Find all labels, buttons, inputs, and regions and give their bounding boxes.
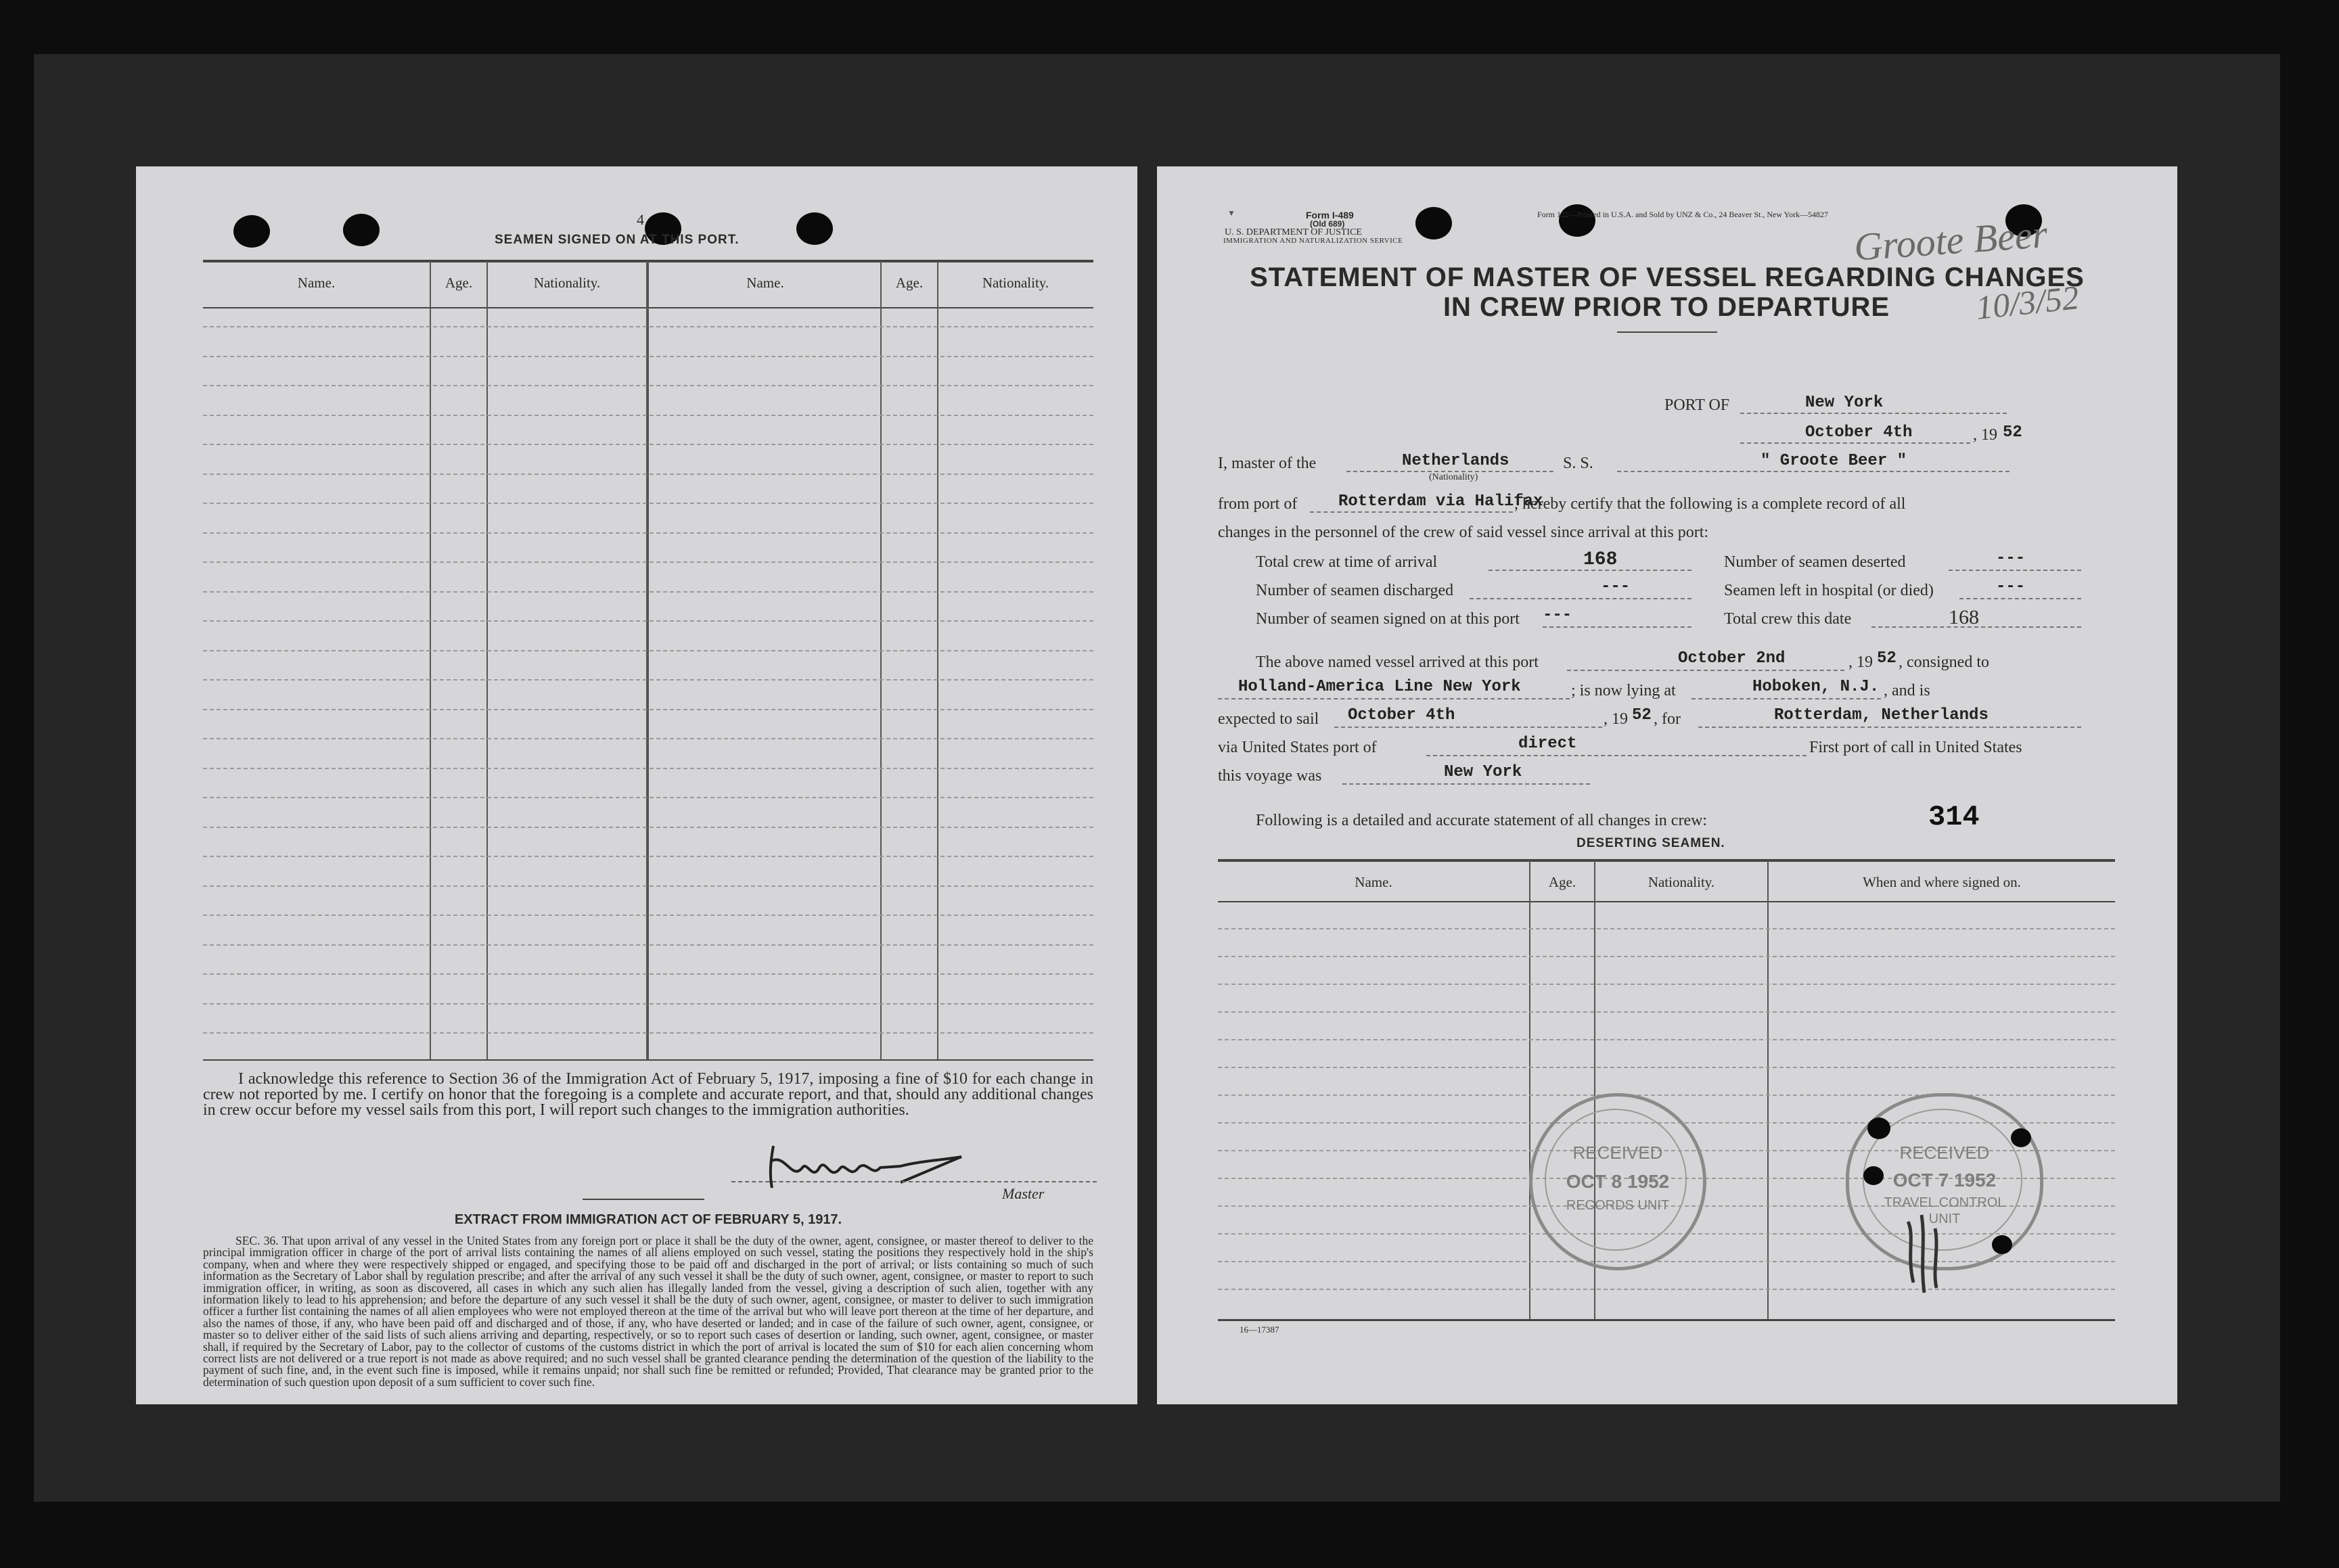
column-divider xyxy=(880,261,882,1059)
column-header: Age. xyxy=(445,275,473,291)
signed-on-label: Number of seamen signed on at this port xyxy=(1256,610,1520,628)
sail-date: October 4th xyxy=(1348,706,1455,724)
extract-title: EXTRACT FROM IMMIGRATION ACT OF FEBRUARY 5, 1917. xyxy=(454,1212,842,1227)
blank-row-rule xyxy=(203,385,1093,386)
signed-on-value: --- xyxy=(1543,606,1572,624)
sail-year: 52 xyxy=(1632,706,1652,724)
voyage-text: this voyage was xyxy=(1218,767,1322,785)
form-title-line1: STATEMENT OF MASTER OF VESSEL REGARDING CHANGES xyxy=(1250,262,2085,292)
blank-row-rule xyxy=(1218,984,2115,985)
table-bottom-rule xyxy=(203,1059,1093,1061)
year-prefix: , 19 xyxy=(1973,426,1997,444)
port-label: PORT OF xyxy=(1664,396,1730,414)
footer-code: 16—17387 xyxy=(1240,1324,1279,1335)
right-page: ▼ Form I-489 (Old 689) U. S. DEPARTMENT OF JUSTICE IMMIGRATION AND NATURALIZATION SERVICE Form 122—Printed in U.S.A. and Sold by UNZ & Co., 24 Beaver St., New York—54827 Groote Beer 10/3/52 STATEMENT OF MASTER OF VESSEL REGARDING CHANGES IN CREW PRIOR TO DEPARTURE PORT OF New York October 4th , 19 52 I, master of the Netherlands (Nationality) S. S. " Groote Beer " from port of Rotterdam via Halifax , hereby certify that the following is a complete record of all changes in the personnel of the crew of said vessel since arrival at this port: Total crew at time of arrival 168 Number of seamen deserted --- Number of seamen discharged --- Seamen left in hospital (or died) --- Number of seamen signed on at this port --- Total crew this date 168 The above named vessel arrived at this port October 2nd , 19 52 , consigned to Holland-America Line New York ; is now lying at Hoboken, N.J. , and is expected to sail October 4th , 19 52 , for Rotterdam, Netherlands via United States port of direct First port of call in United States this voyage was New York Following is a detailed and accurate statement of all changes in crew: 314 DESERTING SEAMEN. Name. Age. Nationality. When and where signed on. RECEIVED OCT 8 1952 RECORDS UNIT RECEIVED OCT 7 1952 TRAVEL CONTROL UNIT 16—17387 xyxy=(1157,166,2177,1404)
total-arrival-value: 168 xyxy=(1583,549,1618,570)
punch-hole xyxy=(233,215,270,248)
nationality-caption: (Nationality) xyxy=(1429,472,1478,482)
blank-row-rule xyxy=(203,356,1093,357)
first-port-text: First port of call in United States xyxy=(1809,739,2022,756)
blank-row-rule xyxy=(1218,1039,2115,1040)
blank-row-rule xyxy=(203,561,1093,563)
nationality-value: Netherlands xyxy=(1402,452,1509,470)
lying-value: Hoboken, N.J. xyxy=(1752,678,1880,696)
via-text: via United States port of xyxy=(1218,739,1377,756)
printer-line: Form 122—Printed in U.S.A. and Sold by UNZ & Co., 24 Beaver St., New York—54827 xyxy=(1537,210,1829,219)
date-value: October 4th xyxy=(1805,423,1913,442)
travel-control-stamp: RECEIVED OCT 7 1952 TRAVEL CONTROL UNIT xyxy=(1846,1093,2043,1270)
ship-name: " Groote Beer " xyxy=(1761,452,1907,470)
blank-row-rule xyxy=(203,474,1093,475)
form-title-line2: IN CREW PRIOR TO DEPARTURE xyxy=(1443,292,1890,322)
hospital-value: --- xyxy=(1996,578,2026,596)
column-header: Nationality. xyxy=(533,275,601,291)
column-divider xyxy=(646,261,649,1059)
column-header: Name. xyxy=(746,275,784,291)
total-date-value: 168 xyxy=(1949,606,1979,628)
punch-hole xyxy=(1992,1235,2012,1254)
deserted-value: --- xyxy=(1996,549,2026,568)
blank-row-rule xyxy=(203,444,1093,445)
blank-row-rule xyxy=(203,326,1093,327)
blank-row-rule xyxy=(1218,1011,2115,1013)
blank-row-rule xyxy=(203,768,1093,769)
handwritten-date: 10/3/52 xyxy=(1974,278,2081,327)
arrived-year: 52 xyxy=(1877,649,1897,668)
lying-text: ; is now lying at xyxy=(1571,682,1676,699)
destination-value: Rotterdam, Netherlands xyxy=(1774,706,1989,724)
form-old-number: (Old 689) xyxy=(1310,219,1345,229)
blank-row-rule xyxy=(1218,1094,2115,1096)
expected-text: expected to sail xyxy=(1218,710,1319,728)
total-arrival-label: Total crew at time of arrival xyxy=(1256,553,1438,571)
blank-row-rule xyxy=(1218,928,2115,929)
deserting-title: DESERTING SEAMEN. xyxy=(1576,836,1725,850)
changes-text: changes in the personnel of the crew of said vessel since arrival at this port: xyxy=(1218,524,1709,541)
arrived-date: October 2nd xyxy=(1678,649,1786,668)
column-header: When and where signed on. xyxy=(1863,874,2021,890)
blank-row-rule xyxy=(1218,1289,2115,1290)
year-value: 52 xyxy=(2003,423,2022,442)
blank-row-rule xyxy=(203,503,1093,504)
extract-divider xyxy=(583,1199,704,1200)
column-header: Age. xyxy=(895,275,924,291)
section-title: SEAMEN SIGNED ON AT THIS PORT. xyxy=(495,233,740,247)
punch-hole xyxy=(796,212,833,245)
hospital-label: Seamen left in hospital (or died) xyxy=(1724,582,1934,599)
ss-label: S. S. xyxy=(1563,455,1593,472)
form-number: Form I-489 xyxy=(1306,210,1354,221)
deserted-label: Number of seamen deserted xyxy=(1724,553,1906,571)
blank-row-rule xyxy=(203,797,1093,798)
via-value: direct xyxy=(1518,735,1577,753)
acknowledgement-text: I acknowledge this reference to Section 36 of the Immigration Act of February 5, 1917, imposing a fine of $10 for each change in crew not reported by me. I certify on honor that the foregoing is a complete and accurate report, and that, should any additional changes in crew occur before my vessel sails from this port, I will report such changes to the immigration authorities. xyxy=(203,1070,1093,1119)
blank-row-rule xyxy=(203,620,1093,622)
master-label: Master xyxy=(1002,1185,1045,1202)
punch-hole xyxy=(1863,1166,1884,1185)
column-header: Age. xyxy=(1548,874,1576,890)
stamped-number: 314 xyxy=(1928,801,1980,833)
from-label: from port of xyxy=(1218,495,1298,513)
left-page xyxy=(136,166,1137,1404)
punch-hole xyxy=(1867,1117,1890,1139)
total-date-label: Total crew this date xyxy=(1724,610,1852,628)
blank-row-rule xyxy=(1218,1067,2115,1068)
blank-row-rule xyxy=(203,973,1093,975)
column-header: Name. xyxy=(1355,874,1392,890)
voyage-value: New York xyxy=(1444,763,1522,781)
discharged-label: Number of seamen discharged xyxy=(1256,582,1454,599)
signature-line xyxy=(731,1181,1097,1182)
punch-hole xyxy=(1415,207,1452,239)
title-rule xyxy=(1617,331,1717,333)
punch-hole xyxy=(2011,1128,2031,1147)
blank-row-rule xyxy=(203,856,1093,857)
from-port-value: Rotterdam via Halifax xyxy=(1338,492,1543,511)
blank-row-rule xyxy=(203,944,1093,946)
column-header: Name. xyxy=(297,275,336,291)
column-header: Nationality. xyxy=(1648,874,1715,890)
following-text: Following is a detailed and accurate statement of all changes in crew: xyxy=(1256,812,1708,829)
master-signature xyxy=(765,1140,968,1195)
handwritten-ship-name: Groote Beer xyxy=(1853,212,2049,269)
blank-row-rule xyxy=(203,709,1093,710)
blank-row-rule xyxy=(203,679,1093,681)
column-divider xyxy=(937,261,938,1059)
for-text: , for xyxy=(1654,710,1681,728)
blank-row-rule xyxy=(203,885,1093,887)
blank-row-rule xyxy=(203,415,1093,416)
and-is-text: , and is xyxy=(1884,682,1930,699)
master-prefix: I, master of the xyxy=(1218,455,1317,472)
blank-row-rule xyxy=(203,827,1093,828)
consigned-text: , consigned to xyxy=(1899,653,1989,671)
department: U. S. DEPARTMENT OF JUSTICE xyxy=(1225,227,1362,237)
blank-row-rule xyxy=(203,1003,1093,1005)
blank-row-rule xyxy=(203,915,1093,916)
punch-hole xyxy=(343,214,380,246)
extract-text: SEC. 36. That upon arrival of any vessel in the United States from any foreign port or place it shall be the duty of the owner, agent, consignee, or master thereof to deliver to the principal immigration officer in charge of the port of arrival lists containing the names of all aliens employed on such vessel, stating the positions they respectively hold in the ship's company, when and where they were respectively shipped or engaged, and specifying those to be paid off and discharged in the port of arrival; or lists containing so much of such information as the Secretary of Labor shall by regulation prescribe; and after the arrival of any such vessel it shall be the duty of such owner, agent, consignee, or master to report to such immigration officer, in writing, as soon as discovered, all cases in which any such alien has illegally landed from the vessel, giving a description of such alien, together with any information likely to lead to his apprehension; and before the departure of any such vessel it shall be the duty of such owner, agent, consignee, or master to deliver to such immigration officer a further list containing the names of all alien employees who were not employed thereon at the time of the arrival but who will leave port thereon at the time of her departure, and also the names of those, if any, who have been paid off and discharged and of those, if any, who have deserted or landed; and in case of the failure of such owner, agent, consignee, or master so to deliver either of the said lists of such aliens arriving and departing, respectively, or so to report such cases of desertion or landing, such owner, agent, consignee, or master shall, if required by the Secretary of Labor, pay to the collector of customs of the customs district in which the port of arrival is located the sum of $10 for each alien concerning whom correct lists are not delivered or a true report is not made as above required; and no such vessel shall be granted clearance pending the determination of the question of the liability to the payment of such fine, and, in the event such fine is imposed, while it remains unpaid; nor shall such fine be remitted or refunded; Provided, That clearance may be granted prior to the determination of such question upon deposit of a sum sufficient to cover such fine. xyxy=(203,1234,1093,1389)
certify-text: , hereby certify that the following is a complete record of all xyxy=(1514,495,1906,513)
arrived-text: The above named vessel arrived at this port xyxy=(1256,653,1539,671)
blank-row-rule xyxy=(203,591,1093,593)
column-divider xyxy=(486,261,488,1059)
blank-row-rule xyxy=(203,1032,1093,1034)
port-value: New York xyxy=(1805,394,1884,412)
blank-row-rule xyxy=(1218,956,2115,957)
records-unit-stamp: RECEIVED OCT 8 1952 RECORDS UNIT xyxy=(1529,1093,1706,1270)
officer-initials xyxy=(1894,1208,1955,1296)
blank-row-rule xyxy=(203,532,1093,534)
blank-row-rule xyxy=(203,650,1093,651)
column-divider xyxy=(430,261,431,1059)
column-header: Nationality. xyxy=(982,275,1049,291)
blank-row-rule xyxy=(203,738,1093,739)
consignee-value: Holland-America Line New York xyxy=(1238,678,1521,696)
service: IMMIGRATION AND NATURALIZATION SERVICE xyxy=(1223,237,1403,245)
discharged-value: --- xyxy=(1601,578,1631,596)
page-number: 4 xyxy=(637,211,644,228)
